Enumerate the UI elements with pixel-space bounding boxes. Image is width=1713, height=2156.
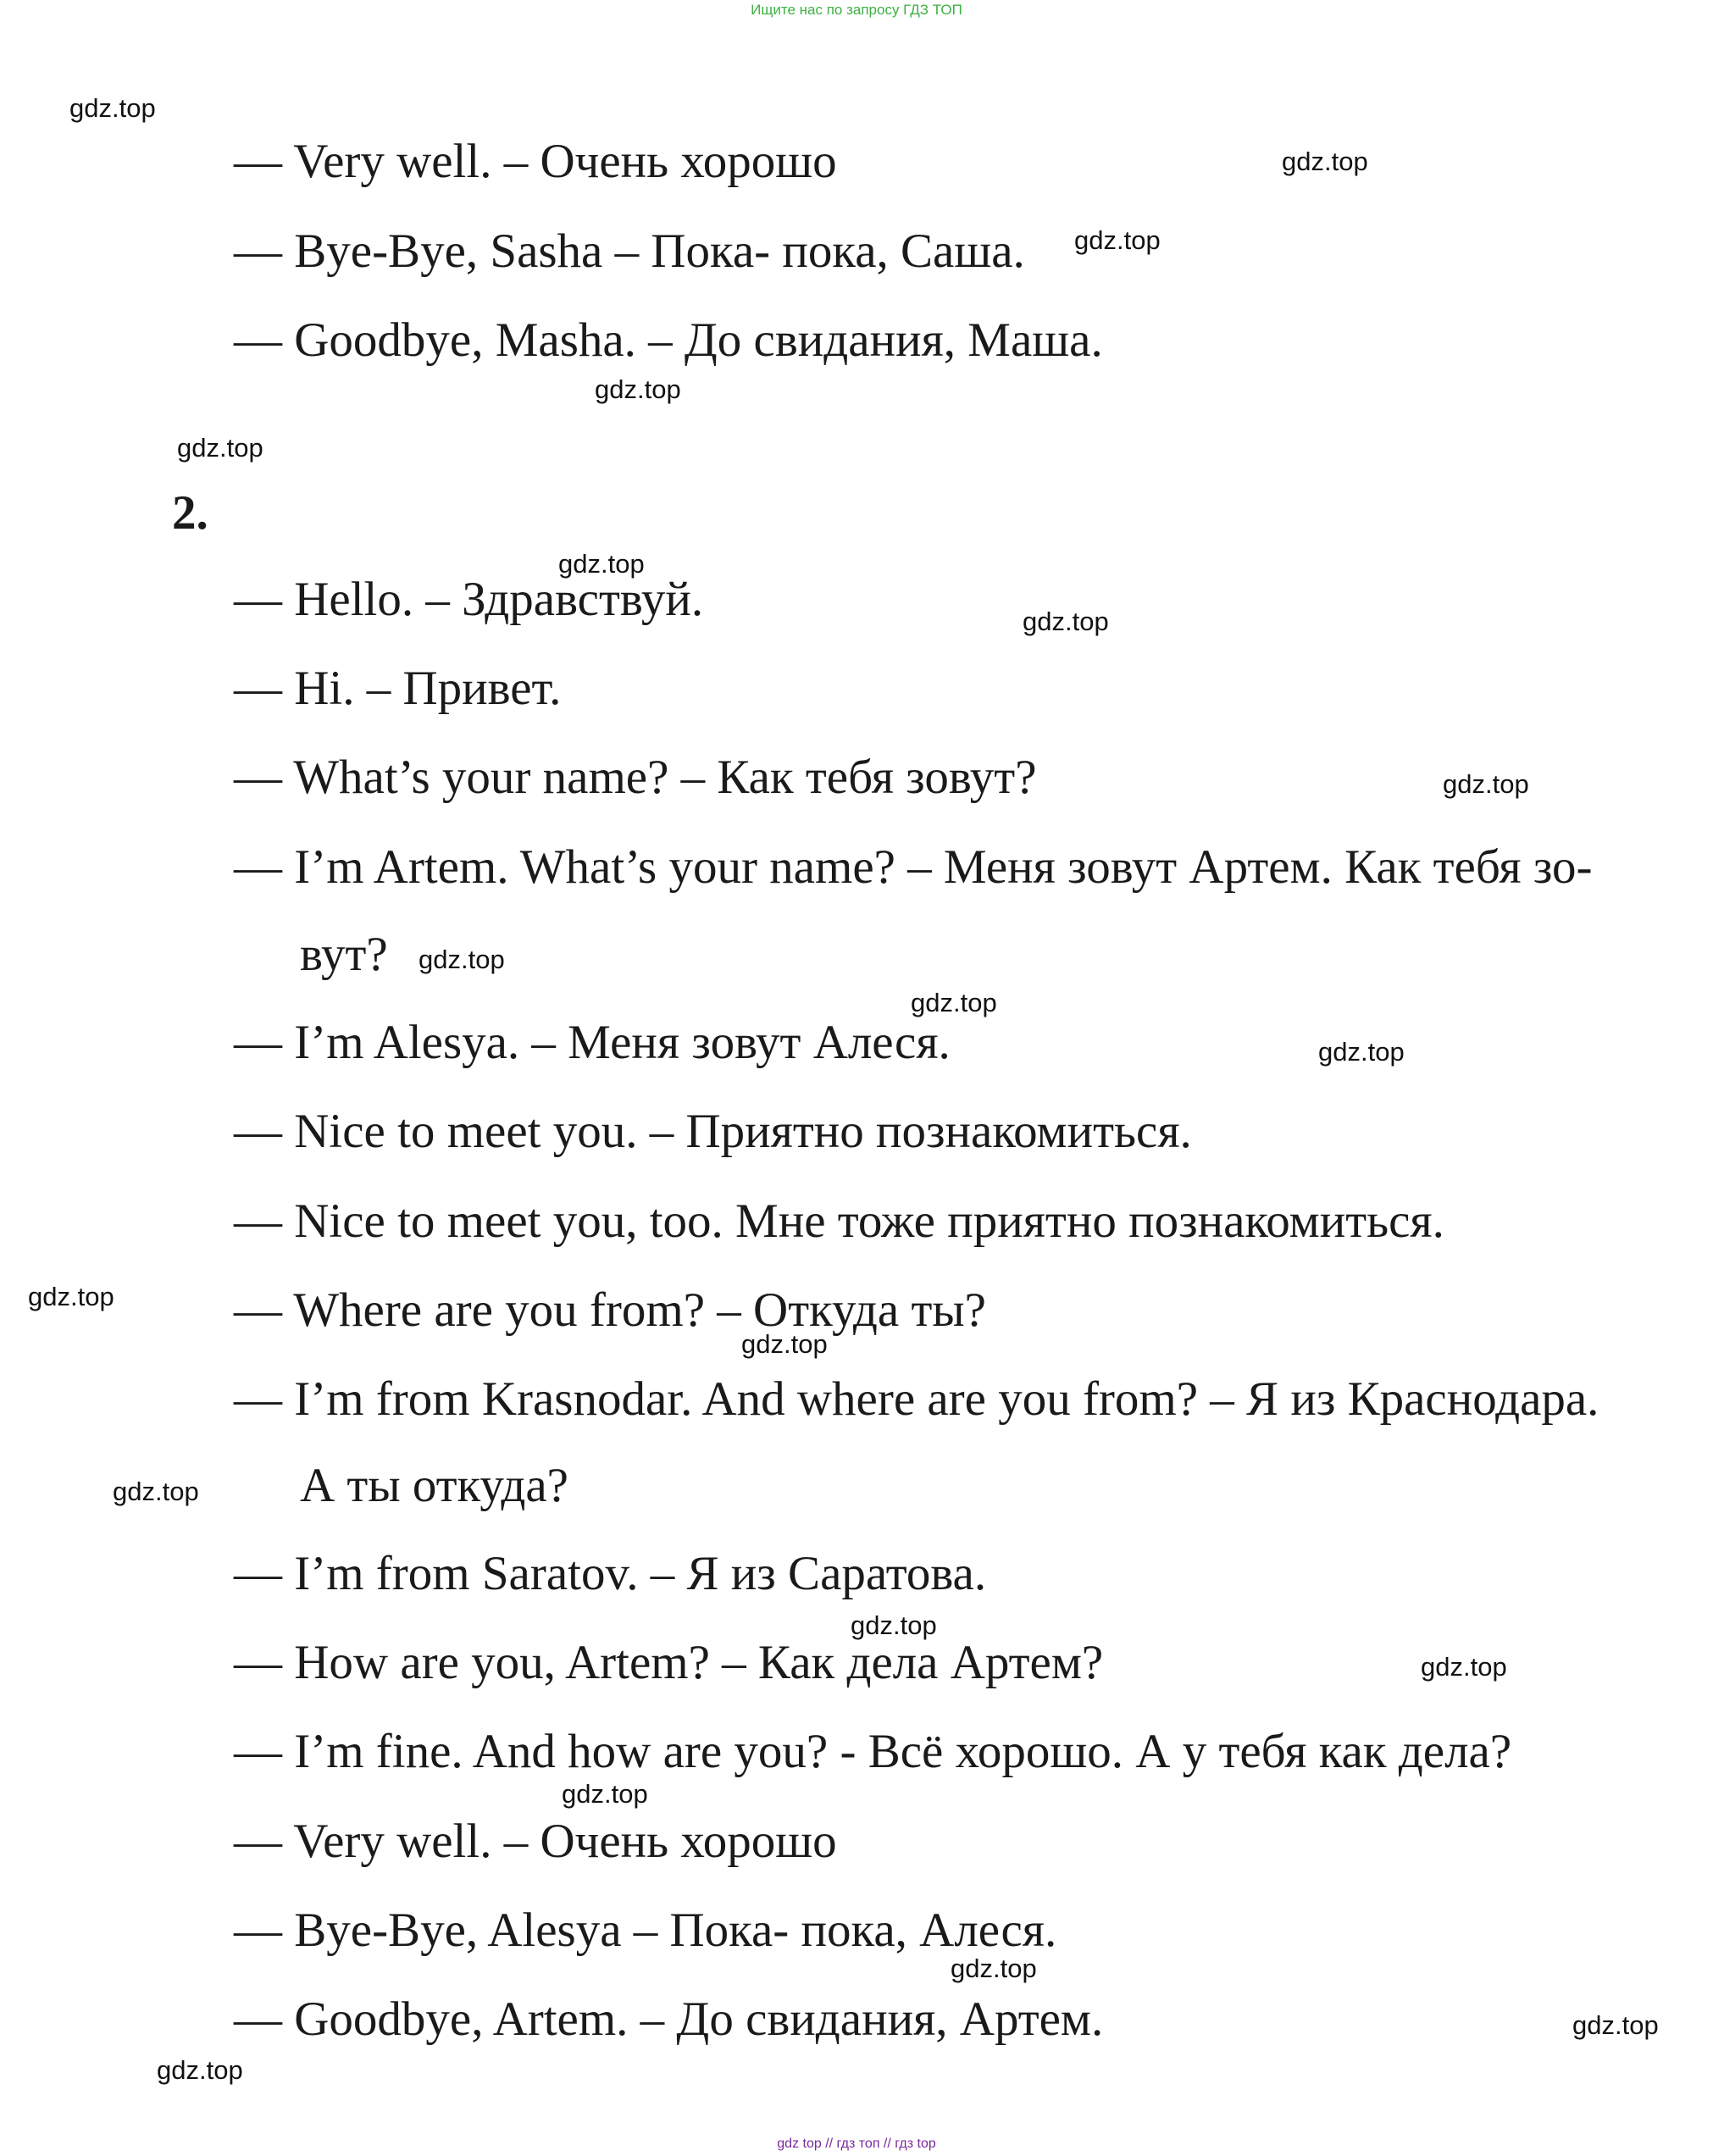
dialogue-line: — I’m from Saratov. – Я из Саратова.	[234, 1547, 987, 1600]
watermark: gdz.top	[177, 433, 263, 463]
dialogue-line: — I’m Artem. What’s your name? – Меня зовут Артем. Как тебя зо-	[234, 840, 1593, 894]
search-banner: Ищите нас по запросу ГДЗ ТОП	[751, 2, 962, 18]
watermark: gdz.top	[69, 93, 156, 123]
dialogue-line: — Nice to meet you, too. Мне тоже приятно познакомиться.	[234, 1194, 1444, 1248]
watermark: gdz.top	[1023, 607, 1109, 636]
watermark: gdz.top	[1443, 769, 1529, 799]
watermark: gdz.top	[1421, 1652, 1507, 1682]
dialogue-line: — I’m Alesya. – Меня зовут Алеся.	[234, 1016, 951, 1069]
watermark: gdz.top	[911, 988, 997, 1017]
watermark: gdz.top	[558, 549, 645, 579]
watermark: gdz.top	[1074, 225, 1161, 255]
watermark: gdz.top	[741, 1329, 828, 1359]
watermark: gdz.top	[157, 2055, 243, 2085]
watermark: gdz.top	[851, 1610, 937, 1640]
dialogue-line: — Goodbye, Artem. – До свидания, Артем.	[234, 1992, 1104, 2046]
watermark: gdz.top	[951, 1954, 1037, 1983]
dialogue-line: — Very well. – Очень хорошо	[234, 1815, 837, 1868]
watermark: gdz.top	[562, 1779, 648, 1809]
watermark: gdz.top	[28, 1282, 114, 1311]
watermark: gdz.top	[1572, 2010, 1659, 2040]
dialogue-line: — What’s your name? – Как тебя зовут?	[234, 751, 1037, 804]
watermark: gdz.top	[1282, 147, 1368, 176]
watermark: gdz.top	[113, 1477, 199, 1506]
dialogue-line: — Hi. – Привет.	[234, 662, 562, 715]
watermark: gdz.top	[419, 945, 505, 974]
dialogue-line-continuation: вут?	[300, 928, 388, 981]
dialogue-line: — Very well. – Очень хорошо	[234, 135, 837, 188]
dialogue-line: — Hello. – Здравствуй.	[234, 573, 704, 626]
dialogue-line: — Where are you from? – Откуда ты?	[234, 1283, 986, 1337]
dialogue-line: — Goodbye, Masha. – До свидания, Маша.	[234, 313, 1103, 367]
dialogue-line: — Bye-Bye, Sasha – Пока- пока, Саша.	[234, 224, 1025, 278]
exercise-number: 2.	[172, 486, 208, 540]
watermark: gdz.top	[1318, 1037, 1405, 1067]
dialogue-line: — Nice to meet you. – Приятно познакомиться.	[234, 1105, 1192, 1158]
footer-watermark: gdz top // гдз топ // гдз top	[777, 2137, 936, 2151]
dialogue-line: — I’m from Krasnodar. And where are you from? – Я из Краснодара.	[234, 1372, 1599, 1426]
dialogue-line: — Bye-Bye, Alesya – Пока- пока, Алеся.	[234, 1904, 1057, 1957]
dialogue-line-continuation: А ты откуда?	[300, 1459, 568, 1512]
watermark: gdz.top	[595, 374, 681, 404]
dialogue-line: — How are you, Artem? – Как дела Артем?	[234, 1636, 1104, 1689]
dialogue-line: — I’m fine. And how are you? - Всё хорошо. А у тебя как дела?	[234, 1725, 1512, 1778]
